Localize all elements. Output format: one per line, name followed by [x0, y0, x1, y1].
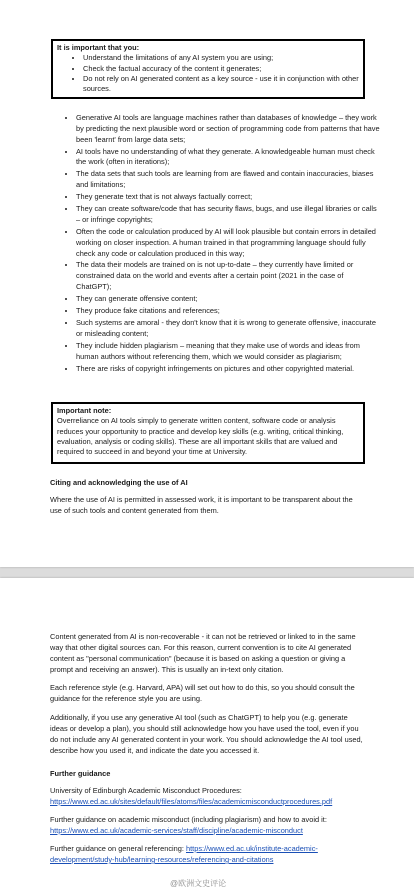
academic-misconduct-link[interactable]: https://www.ed.ac.uk/academic-services/staff/discipline/academic-misconduct: [50, 826, 303, 835]
further-guidance-heading: Further guidance: [50, 769, 111, 778]
guidance-item: [50, 843, 365, 865]
misconduct-procedures-link[interactable]: https://www.ed.ac.uk/sites/default/files/atoms/files/academicmisconductprocedures.pdf: [50, 797, 333, 806]
list-item: • Do not rely on AI generated content as a key source - use it in conjunction with other sources.: [83, 74, 359, 95]
list-item: • They produce fake citations and references;: [76, 306, 380, 317]
list-item: • They can generate offensive content;: [76, 294, 380, 305]
watermark-text: @欧洲文史评论: [170, 879, 227, 888]
guidance-item: [50, 785, 365, 807]
important-box-heading: It is important that you:: [57, 43, 140, 52]
list-item: • AI tools have no understanding of what they generate. A knowledgeable human must check the work (often in iterations);: [76, 147, 380, 169]
guidance-text: Further guidance on academic misconduct (including plagiarism) and how to avoid it:: [50, 815, 327, 824]
reference-style-paragraph: Each reference style (e.g. Harvard, APA) will set out how to do this, so you should consult the guidance for the reference style you are using.: [50, 683, 355, 703]
list-item: • Check the factual accuracy of the content it generates;: [83, 64, 359, 74]
important-box: [51, 39, 365, 99]
list-item: • The data sets that such tools are learning from are flawed and contain inaccuracies, biases and limitations;: [76, 169, 380, 191]
important-note-box: [51, 402, 365, 464]
guidance-text: Further guidance on general referencing:: [50, 844, 186, 853]
list-item: • They generate text that is not always factually correct;: [76, 192, 380, 203]
limitations-list: [61, 113, 380, 376]
citing-heading: Citing and acknowledging the use of AI: [50, 478, 188, 487]
acknowledge-paragraph: Additionally, if you use any generative AI tool (such as ChatGPT) to help you (e.g. generate ideas or develop a plan), you should still acknowledge how you have used the tool, even if you do not include any AI generated content in your work. You should acknowledge the AI tool used, describe how you used it, and indicate the date you accessed it.: [50, 713, 363, 755]
citing-paragraph: Where the use of AI is permitted in assessed work, it is important to be transparent about the use of such tools and content generated from them.: [50, 495, 353, 515]
guidance-text: University of Edinburgh Academic Misconduct Procedures:: [50, 786, 242, 795]
list-item: • Understand the limitations of any AI system you are using;: [83, 53, 359, 63]
important-note-heading: Important note:: [57, 406, 112, 415]
nonrecoverable-paragraph: Content generated from AI is non-recoverable - it can not be retrieved or linked to in the same way that other digital sources can. For this reason, current convention is to cite AI generated content as "personal communication" (because it is based on asking a question or giving a prompt and receiving an answer). This is usually an in-text only citation.: [50, 632, 356, 674]
list-item: • The data their models are trained on is not up-to-date – they currently have limited or constrained data on the world and events after a certain point (2021 in the case of ChatGPT);: [76, 260, 380, 292]
list-item: • Often the code or calculation produced by AI will look plausible but contain errors in detailed working on closer inspection. A human trained in that programming language should fully check any code or calculation produced in this way;: [76, 227, 380, 259]
list-item: • They include hidden plagiarism – meaning that they make use of words and ideas from human authors without referencing them, which we would consider as plagiarism;: [76, 341, 380, 363]
referencing-link[interactable]: https://www.ed.ac.uk/institute-academic-development/study-hub/learning-resources/referencing-and-citations: [50, 844, 318, 864]
guidance-item: [50, 814, 365, 836]
list-item: • There are risks of copyright infringements on pictures and other copyrighted material.: [76, 364, 380, 375]
important-box-list: [57, 53, 359, 94]
list-item: • Such systems are amoral - they don't know that it is wrong to generate offensive, inaccurate or misleading content;: [76, 318, 380, 340]
list-item: • Generative AI tools are language machines rather than databases of knowledge – they work by predicting the next plausible word or section of programming code from patterns that have been 'learnt' from large data sets;: [76, 113, 380, 145]
important-note-text: Overreliance on AI tools simply to generate written content, software code or analysis reduces your opportunity to practice and develop key skills (e.g. writing, critical thinking, evaluation, analysis or coding skills). These are all important skills that are valued and required to succeed in and beyond your time at University.: [57, 416, 344, 457]
list-item: • They can create software/code that has security flaws, bugs, and use illegal libraries or calls – or infringe copyrights;: [76, 204, 380, 226]
document-page-2: [0, 578, 414, 896]
